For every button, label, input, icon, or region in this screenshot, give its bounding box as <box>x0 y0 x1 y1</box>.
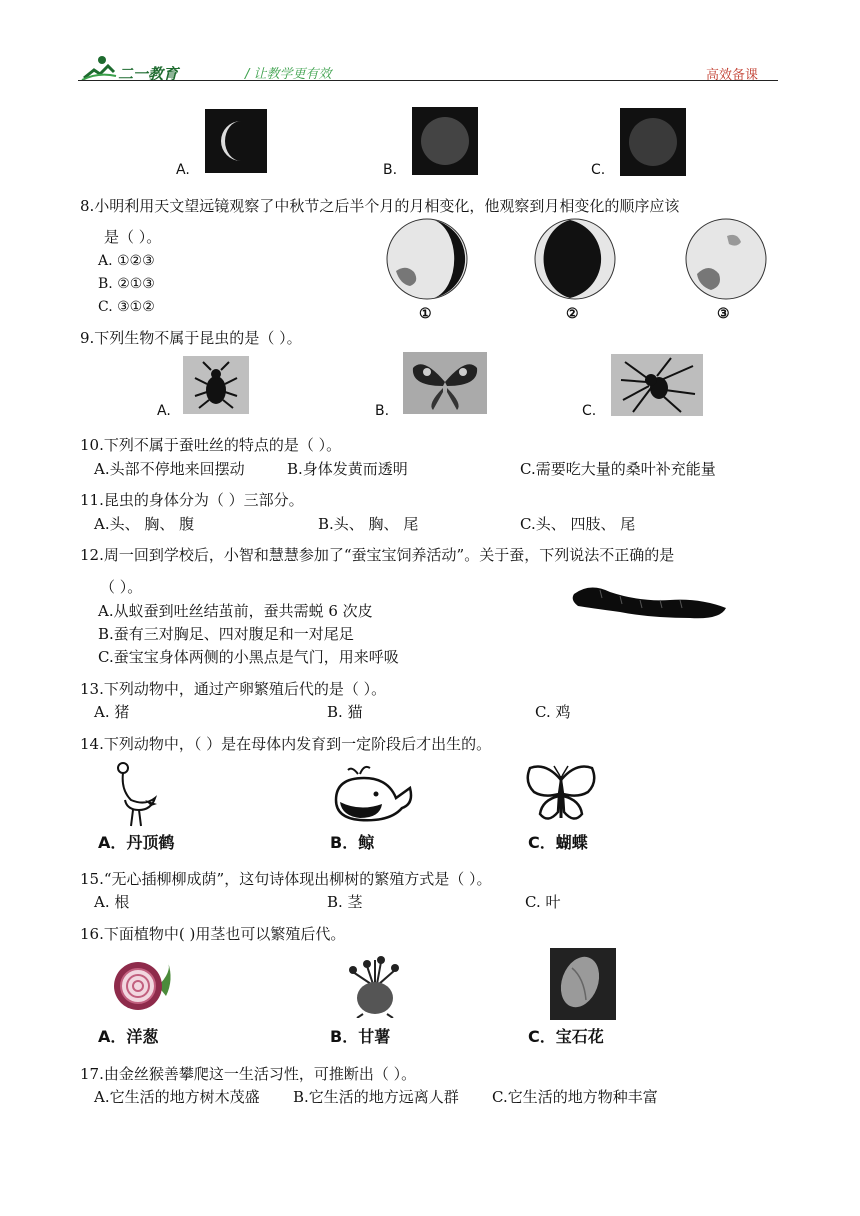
moon-photo-c <box>620 108 686 176</box>
onion-image <box>106 956 176 1014</box>
echeveria-image <box>550 948 616 1020</box>
q17-stem: 17.由金丝猴善攀爬这一生活习性，可推断出（ ）。 <box>80 1065 417 1083</box>
moon-phase-3 <box>683 216 769 302</box>
q9-option-c: C. <box>582 403 597 419</box>
q11-option-a: A.头、 胸、 腹 <box>94 515 195 533</box>
q13-stem: 13.下列动物中，通过产卵繁殖后代的是（ ）。 <box>80 680 387 698</box>
moon-photo-a <box>205 109 267 173</box>
header-divider <box>78 80 778 81</box>
q15-option-c: C. 叶 <box>525 893 561 911</box>
q14-stem: 14.下列动物中，（ ）是在母体内发育到一定阶段后才出生的。 <box>80 735 492 753</box>
moon-label-3: ③ <box>717 306 730 322</box>
crane-image <box>115 760 161 828</box>
butterfly-image <box>403 352 487 414</box>
q14-option-b: B．鲸 <box>330 833 375 852</box>
q12-option-c: C.蚕宝宝身体两侧的小黑点是气门，用来呼吸 <box>98 648 399 666</box>
q8-option-c: C. ③①② <box>98 299 155 315</box>
q11-stem: 11.昆虫的身体分为（ ）三部分。 <box>80 491 304 509</box>
q16-stem: 16.下面植物中( )用茎也可以繁殖后代。 <box>80 925 346 943</box>
q12-stem-cont: （ ）。 <box>100 578 143 596</box>
q12-stem: 12.周一回到学校后，小智和慧慧参加了“蚕宝宝饲养活动”。关于蚕，下列说法不正确的是 <box>80 546 675 564</box>
q8-stem: 8.小明利用天文望远镜观察了中秋节之后半个月的月相变化，他观察到月相变化的顺序应该 <box>80 197 680 215</box>
butterfly-drawing <box>524 762 598 826</box>
q15-stem: 15.“无心插柳柳成荫”，这句诗体现出柳树的繁殖方式是（ ）。 <box>80 870 492 888</box>
silkworm-image <box>570 578 730 628</box>
moon-label-2: ② <box>566 306 579 322</box>
q15-option-a: A. 根 <box>94 893 130 911</box>
q16-option-b: B．甘薯 <box>330 1027 391 1046</box>
q9-option-b: B. <box>375 403 390 419</box>
header <box>0 0 860 90</box>
moon-photo-b <box>412 107 478 175</box>
moon-phase-1 <box>384 216 470 302</box>
whale-image <box>330 764 416 826</box>
q8-option-b: B. ②①③ <box>98 276 155 292</box>
q10-stem: 10.下列不属于蚕吐丝的特点的是（ ）。 <box>80 436 342 454</box>
q7-option-a: A. <box>176 162 190 178</box>
moon-label-1: ① <box>419 306 432 322</box>
q13-option-c: C. 鸡 <box>535 703 571 721</box>
q17-option-b: B.它生活的地方远离人群 <box>293 1088 459 1106</box>
q17-option-c: C.它生活的地方物种丰富 <box>492 1088 658 1106</box>
q12-option-a: A.从蚁蚕到吐丝结茧前，蚕共需蜕 6 次皮 <box>98 602 373 620</box>
beetle-image <box>183 356 249 414</box>
q12-option-b: B.蚕有三对胸足、四对腹足和一对尾足 <box>98 625 354 643</box>
brand-text: 高效备课 <box>706 68 759 83</box>
q16-option-a: A．洋葱 <box>98 1027 159 1046</box>
logo-icon <box>80 54 118 82</box>
logo-text: 二一教育 <box>118 65 179 83</box>
spider-image <box>611 354 703 416</box>
q14-option-a: A．丹顶鹤 <box>98 833 175 852</box>
q9-option-a: A. <box>157 403 171 419</box>
q9-stem: 9.下列生物不属于昆虫的是（ ）。 <box>80 329 302 347</box>
q16-option-c: C．宝石花 <box>528 1027 604 1046</box>
q14-option-c: C．蝴蝶 <box>528 833 588 852</box>
q10-option-b: B.身体发黄而透明 <box>287 460 408 478</box>
q13-option-b: B. 猫 <box>327 703 363 721</box>
q11-option-b: B.头、 胸、 尾 <box>318 515 419 533</box>
q13-option-a: A. 猪 <box>94 703 130 721</box>
q15-option-b: B. 茎 <box>327 893 363 911</box>
q7-option-b: B. <box>383 162 398 178</box>
q7-option-c: C. <box>591 162 606 178</box>
q11-option-c: C.头、 四肢、 尾 <box>520 515 636 533</box>
sweet-potato-image <box>333 954 417 1018</box>
moon-phase-2 <box>532 216 618 302</box>
q17-option-a: A.它生活的地方树木茂盛 <box>94 1088 260 1106</box>
q10-option-c: C.需要吃大量的桑叶补充能量 <box>520 460 716 478</box>
q8-option-a: A. ①②③ <box>98 253 155 269</box>
slogan: / 让教学更有效 <box>245 67 332 82</box>
q10-option-a: A.头部不停地来回摆动 <box>94 460 245 478</box>
q8-stem-cont: 是（ ）。 <box>104 228 162 246</box>
